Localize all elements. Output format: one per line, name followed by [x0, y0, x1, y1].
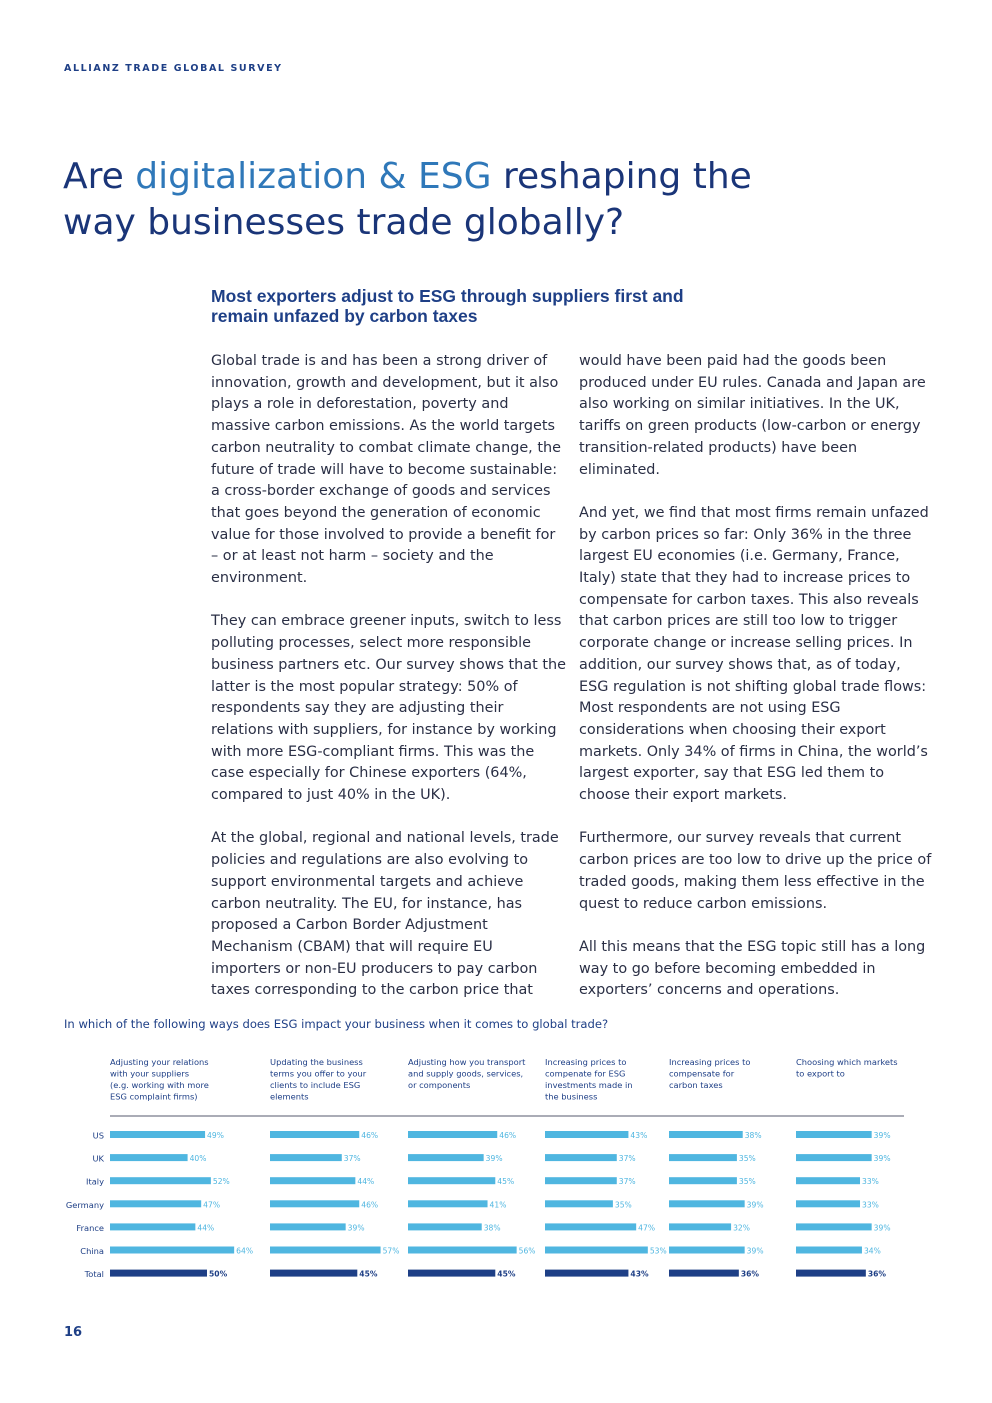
column-header-line: to export to — [796, 1068, 845, 1079]
column-header-line: with your suppliers — [110, 1068, 190, 1079]
bar — [545, 1154, 617, 1161]
bar-value-label: 52% — [212, 1177, 230, 1187]
row-label: Total — [84, 1269, 104, 1280]
column-header-line: Adjusting your relations — [110, 1057, 209, 1067]
column-header-line: compenate for ESG — [545, 1068, 626, 1079]
bar — [796, 1131, 872, 1138]
bar-value-label: 43% — [630, 1269, 649, 1279]
body-paragraph: They can embrace greener inputs, switch to less polluting processes, select more responsible business partners etc. Our survey shows that the latter is the most popular strategy: 50% of respondents say they are adjusting their relations with suppliers, for instance by working with more ESG-compliant firms. This was the case especially for Chinese exporters (64%, compared to just 40% in the UK). — [211, 613, 566, 804]
bar-value-label: 39% — [746, 1246, 764, 1256]
bar — [669, 1131, 743, 1138]
bar — [545, 1177, 617, 1184]
bar-value-label: 44% — [197, 1223, 215, 1233]
bar-value-label: 36% — [867, 1269, 887, 1279]
title-part-2: reshaping the way businesses trade globally? — [63, 156, 752, 243]
bar-value-label: 35% — [614, 1200, 632, 1210]
bar-value-label: 56% — [518, 1246, 536, 1256]
column-header-line: ESG complaint firms) — [110, 1091, 198, 1102]
column-header-line: Choosing which markets — [796, 1057, 898, 1067]
bar-value-label: 49% — [207, 1131, 224, 1140]
bar-value-label: 38% — [483, 1223, 501, 1233]
body-paragraph: Furthermore, our survey reveals that current carbon prices are too low to drive up the price of traded goods, making them less effective in the quest to reduce carbon emissions. — [579, 830, 932, 912]
bar-value-label: 37% — [618, 1154, 636, 1164]
bar — [669, 1223, 731, 1230]
column-header-line: Adjusting how you transport — [408, 1057, 526, 1067]
survey-header-label: ALLIANZ TRADE GLOBAL SURVEY — [64, 63, 283, 74]
chart-question: In which of the following ways does ESG impact your business when it comes to global trade? — [64, 1017, 609, 1031]
bar — [110, 1131, 205, 1138]
body-paragraph: Global trade is and has been a strong driver of innovation, growth and development, but it also plays a role in deforestation, poverty and massive carbon emissions. As the world targets carbon neutrality to combat climate change, the future of trade will have to become sustainable: a cross-border exchange of goods and services that goes beyond the generation of economic value for those involved to provide a benefit for – or at least not harm – society and the environment. — [211, 353, 561, 587]
bar — [110, 1270, 207, 1277]
column-header-line: Increasing prices to — [669, 1057, 751, 1067]
bar-value-label: 34% — [863, 1246, 881, 1256]
bar — [408, 1177, 495, 1184]
page-number: 16 — [64, 1325, 83, 1340]
row-label: France — [76, 1222, 104, 1233]
bar-value-label: 45% — [497, 1269, 516, 1279]
bar-value-label: 45% — [359, 1269, 378, 1279]
column-header-line: investments made in — [545, 1080, 633, 1090]
column-header-line: terms you offer to your — [270, 1068, 367, 1079]
bar — [110, 1154, 188, 1161]
column-header-line: elements — [270, 1091, 309, 1102]
row-label: UK — [92, 1153, 104, 1164]
bar — [545, 1247, 648, 1254]
column-header-line: the business — [545, 1091, 598, 1102]
column-header-line: (e.g. working with more — [110, 1080, 209, 1090]
bar — [270, 1200, 359, 1207]
bar-value-label: 53% — [649, 1246, 667, 1256]
column-header-line: Updating the business — [270, 1057, 363, 1067]
body-paragraph: All this means that the ESG topic still has a long way to go before becoming embedded in exporters’ concerns and operations. — [579, 938, 926, 999]
section-subheading: Most exporters adjust to ESG through suppliers first and remain unfazed by carbon taxes — [211, 286, 684, 326]
bar-value-label: 36% — [740, 1269, 760, 1279]
bar — [270, 1177, 355, 1184]
bar — [669, 1154, 737, 1161]
bar-value-label: 47% — [638, 1223, 656, 1233]
bar-value-label: 38% — [744, 1131, 762, 1140]
column-header-line: Increasing prices to — [545, 1057, 627, 1067]
bar-value-label: 43% — [630, 1131, 648, 1140]
bar-value-label: 37% — [343, 1154, 361, 1164]
bar — [408, 1247, 517, 1254]
bar — [270, 1223, 346, 1230]
bar — [796, 1223, 872, 1230]
bar-value-label: 46% — [499, 1131, 517, 1140]
bar-value-label: 46% — [361, 1131, 379, 1140]
bar — [408, 1223, 482, 1230]
row-label: Germany — [65, 1199, 104, 1210]
bar — [796, 1200, 860, 1207]
bar — [796, 1177, 860, 1184]
bar — [796, 1154, 872, 1161]
bar — [796, 1270, 866, 1277]
bar — [408, 1270, 495, 1277]
bar — [270, 1247, 381, 1254]
bar-value-label: 39% — [873, 1223, 891, 1233]
row-label: China — [80, 1246, 104, 1256]
column-header-line: compensate for — [669, 1068, 735, 1079]
column-header-line: clients to include ESG — [270, 1080, 361, 1090]
bar — [796, 1247, 862, 1254]
title-accent: digitalization & ESG — [135, 156, 492, 197]
bar-value-label: 44% — [357, 1177, 375, 1187]
bar-value-label: 46% — [361, 1200, 379, 1210]
bar-value-label: 39% — [873, 1154, 891, 1164]
bar-value-label: 41% — [489, 1200, 507, 1210]
bar-value-label: 33% — [862, 1200, 879, 1210]
bar — [270, 1131, 359, 1138]
body-paragraph: And yet, we find that most firms remain unfazed by carbon prices so far: Only 36% in the three largest EU economies (i.e. Germany, France, Italy) state that they had to increase prices to compensate for carbon taxes. This also reveals that carbon prices are still too low to trigger corporate change or increase selling prices. In addition, our survey shows that, as of today, ESG regulation is not shifting global trade flows: Most respondents are not using ESG considerations when choosing their export markets. Only 34% of firms in China, the world’s largest exporter, say that ESG led them to choose their export markets. — [579, 504, 929, 804]
bar — [669, 1270, 739, 1277]
bar-value-label: 40% — [189, 1154, 207, 1164]
bar — [408, 1154, 484, 1161]
bar — [669, 1177, 737, 1184]
bar — [110, 1247, 234, 1254]
bar — [545, 1131, 628, 1138]
row-label: Italy — [86, 1176, 104, 1187]
title-part-1: Are — [63, 156, 136, 197]
bar-value-label: 50% — [209, 1269, 228, 1279]
bar — [545, 1200, 613, 1207]
bar-value-label: 33% — [862, 1177, 879, 1187]
body-paragraph: would have been paid had the goods been produced under EU rules. Canada and Japan are also working on similar initiatives. In the UK, tariffs on green products (low-carbon or energy transition-related products) have been eliminated. — [579, 353, 926, 478]
bar — [110, 1177, 211, 1184]
bar-value-label: 39% — [485, 1154, 503, 1164]
bar — [110, 1223, 195, 1230]
bar-value-label: 32% — [733, 1223, 750, 1233]
bar-value-label: 39% — [873, 1131, 891, 1140]
bar — [545, 1270, 628, 1277]
row-label: US — [92, 1130, 104, 1141]
bar — [110, 1200, 201, 1207]
bar — [408, 1131, 497, 1138]
body-paragraph: At the global, regional and national levels, trade policies and regulations are also evolving to support environmental targets and achieve carbon neutrality. The EU, for instance, has proposed a Carbon Border Adjustment Mechanism (CBAM) that will require EU importers or non-EU producers to pay carbon taxes corresponding to the carbon price that — [211, 830, 559, 999]
bar — [270, 1270, 357, 1277]
bar — [270, 1154, 342, 1161]
bar-value-label: 64% — [236, 1246, 254, 1256]
bar — [669, 1247, 745, 1254]
bar-value-label: 35% — [738, 1154, 756, 1164]
bar — [545, 1223, 636, 1230]
column-header-line: and supply goods, services, — [408, 1068, 524, 1079]
bar-value-label: 57% — [382, 1246, 400, 1256]
bar — [669, 1200, 745, 1207]
bar-value-label: 37% — [618, 1177, 636, 1187]
column-header-line: carbon taxes — [669, 1080, 723, 1090]
bar-value-label: 39% — [347, 1223, 365, 1233]
bar-value-label: 47% — [203, 1200, 221, 1210]
bar-value-label: 45% — [497, 1177, 515, 1187]
bar-value-label: 35% — [738, 1177, 756, 1187]
column-header-line: or components — [408, 1080, 471, 1090]
bar-value-label: 39% — [746, 1200, 764, 1210]
bar — [408, 1200, 488, 1207]
